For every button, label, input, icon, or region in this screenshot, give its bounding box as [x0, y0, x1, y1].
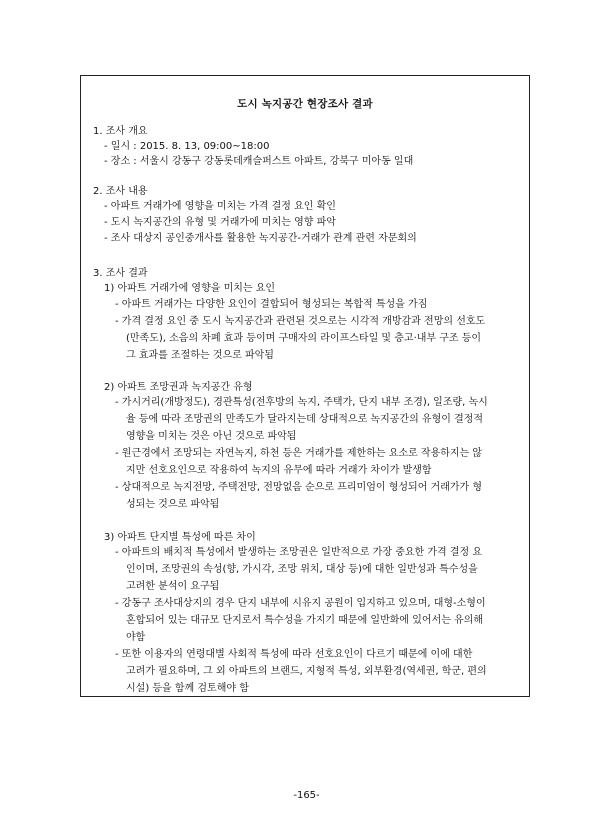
subsection-3-line: 시설) 등을 함께 검토해야 함	[126, 683, 249, 694]
subsection-2-line: 지만 선호요인으로 작용하여 녹지의 유무에 따라 거래가 차이가 발생함	[126, 465, 432, 476]
subsection-1-line: - 아파트 거래가는 다양한 요인이 결합되어 형성되는 복합적 특성을 가짐	[115, 299, 428, 310]
subsection-1-line: (만족도), 소음의 차폐 효과 등이며 구매자의 라이프스타일 및 층고·내부 구조 등이	[126, 333, 482, 344]
section-1-item: - 일시 : 2015. 8. 13, 09:00~18:00	[104, 141, 270, 152]
subsection-3-line: - 또한 이용자의 연령대별 사회적 특성에 따라 선호요인이 다르기 때문에 이에 대한	[115, 649, 473, 660]
section-2-heading: 2. 조사 내용	[93, 186, 148, 197]
document-frame	[80, 75, 530, 697]
subsection-2-heading: 2) 아파트 조망권과 녹지공간 유형	[104, 382, 253, 393]
section-1-item: - 장소 : 서울시 강동구 강동롯데캐슬퍼스트 아파트, 강북구 미아동 일대	[104, 156, 414, 167]
subsection-3-line: - 강동구 조사대상지의 경우 단지 내부에 시유지 공원이 입지하고 있으며, 대형-소형이	[115, 598, 486, 609]
subsection-3-line: 고려가 필요하며, 그 외 아파트의 브랜드, 지형적 특성, 외부환경(역세권, 학군, 편의	[126, 666, 487, 677]
section-2-item: - 도시 녹지공간의 유형 및 거래가에 미치는 영향 파악	[104, 217, 336, 228]
subsection-3-line: 야함	[126, 632, 146, 643]
subsection-3-line: 인이며, 조망권의 속성(향, 가시각, 조망 위치, 대상 등)에 대한 일반성과 특수성을	[126, 564, 478, 575]
section-1-heading: 1. 조사 개요	[93, 126, 148, 137]
subsection-1-heading: 1) 아파트 거래가에 영향을 미치는 요인	[104, 283, 276, 294]
subsection-2-line: 율 등에 따라 조망권의 만족도가 달라지는데 상대적으로 녹지공간의 유형이 결정적	[126, 414, 484, 425]
subsection-3-line: - 아파트의 배치적 특성에서 발생하는 조망권은 일반적으로 가장 중요한 가격 결정 요	[115, 547, 483, 558]
document-title: 도시 녹지공간 현장조사 결과	[237, 98, 373, 110]
subsection-2-line: 영향을 미치는 것은 아닌 것으로 파악됨	[126, 431, 297, 442]
subsection-3-heading: 3) 아파트 단지별 특성에 따른 차이	[104, 532, 256, 543]
page-number: -165-	[293, 790, 320, 801]
subsection-3-line: 고려한 분석이 요구됨	[126, 581, 220, 592]
subsection-2-line: - 원근경에서 조망되는 자연녹지, 하천 등은 거래가를 제한하는 요소로 작용하지는 않	[115, 448, 483, 459]
subsection-2-line: - 상대적으로 녹지전망, 주택전망, 전망없음 순으로 프리미엄이 형성되어 거래가가 형	[115, 482, 483, 493]
section-2-item: - 아파트 거래가에 영향을 미치는 가격 결정 요인 확인	[104, 201, 336, 212]
subsection-2-line: 성되는 것으로 파악됨	[126, 499, 220, 510]
subsection-2-line: - 가시거리(개방정도), 경관특성(전후방의 녹지, 주택가, 단지 내부 조경), 일조량, 녹시	[115, 397, 488, 408]
subsection-1-line: - 가격 결정 요인 중 도시 녹지공간과 관련된 것으로는 시각적 개방감과 전망의 선호도	[115, 316, 486, 327]
subsection-3-line: 혼합되어 있는 대규모 단지로서 특수성을 가지기 때문에 일반화에 있어서는 유의해	[126, 615, 484, 626]
section-2-item: - 조사 대상지 공인중개사를 활용한 녹지공간-거래가 관계 관련 자문회의	[104, 233, 417, 244]
section-3-heading: 3. 조사 결과	[93, 268, 148, 279]
subsection-1-line: 그 효과를 조절하는 것으로 파악됨	[126, 350, 274, 361]
